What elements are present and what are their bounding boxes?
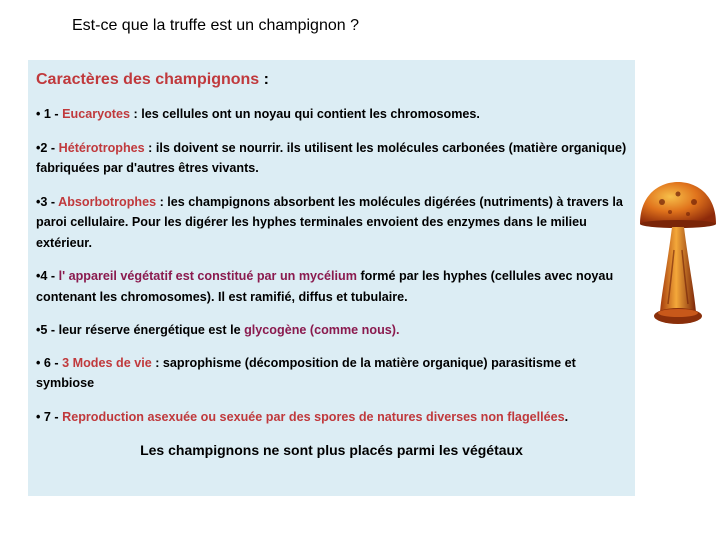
item-highlight: Reproduction asexuée ou sexuée par des spores de natures diverses non flagellées bbox=[62, 409, 565, 424]
item-highlight: Eucaryotes bbox=[62, 107, 131, 121]
characteristic-item-4 bbox=[36, 266, 627, 307]
characteristic-item-2 bbox=[36, 138, 627, 179]
panel-title-highlight: Caractères des champignons bbox=[36, 71, 260, 88]
conclusion-text: Les champignons ne sont plus placés parmi les végétaux bbox=[140, 442, 523, 458]
item-prefix: •2 - bbox=[36, 140, 59, 155]
item-prefix: •5 - leur réserve énergétique est le bbox=[36, 323, 245, 337]
item-text: : les champignons absorbent les molécules digérées (nutriments) à travers la paroi cellulaire. Pour les digérer les hyphes terminales envoient des enzymes dans le milieu extérieur. bbox=[36, 194, 623, 250]
item-text: : ils doivent se nourrir. ils utilisent les molécules carbonées (matière organique) fabriquées par d'autres êtres vivants. bbox=[36, 140, 627, 175]
characteristic-item-6 bbox=[36, 353, 627, 394]
item-prefix: • 1 - bbox=[36, 107, 63, 121]
item-highlight: l' appareil végétatif est constitué par un mycélium bbox=[58, 269, 357, 283]
panel-title bbox=[36, 70, 627, 90]
characteristic-item-3 bbox=[36, 192, 627, 254]
item-highlight: 3 Modes de vie bbox=[62, 355, 152, 370]
characteristic-item-1 bbox=[36, 104, 627, 125]
item-highlight: Hétérotrophes bbox=[58, 140, 145, 155]
panel-title-rest: : bbox=[259, 71, 269, 88]
characteristics-panel bbox=[28, 60, 635, 496]
slide-question: Est-ce que la truffe est un champignon ? bbox=[72, 17, 359, 34]
item-prefix: • 6 - bbox=[36, 355, 63, 370]
item-highlight: glycogène (comme nous). bbox=[244, 323, 400, 337]
item-prefix: • 7 - bbox=[36, 409, 63, 424]
item-text: formé par les hyphes (cellules avec noyau contenant les chromosomes). Il est ramifié, diffus et tubulaire. bbox=[36, 269, 614, 304]
item-text: . bbox=[564, 409, 569, 424]
mushroom-lamp-icon bbox=[638, 180, 718, 326]
characteristic-item-5 bbox=[36, 320, 627, 341]
item-text: : les cellules ont un noyau qui contient les chromosomes. bbox=[130, 107, 480, 121]
item-prefix: •3 - bbox=[36, 194, 59, 209]
item-highlight: Absorbotrophes bbox=[58, 194, 157, 209]
characteristic-item-7 bbox=[36, 407, 627, 428]
item-text: : saprophisme (décomposition de la matière organique) parasitisme et symbiose bbox=[36, 355, 576, 390]
item-prefix: •4 - bbox=[36, 269, 59, 283]
